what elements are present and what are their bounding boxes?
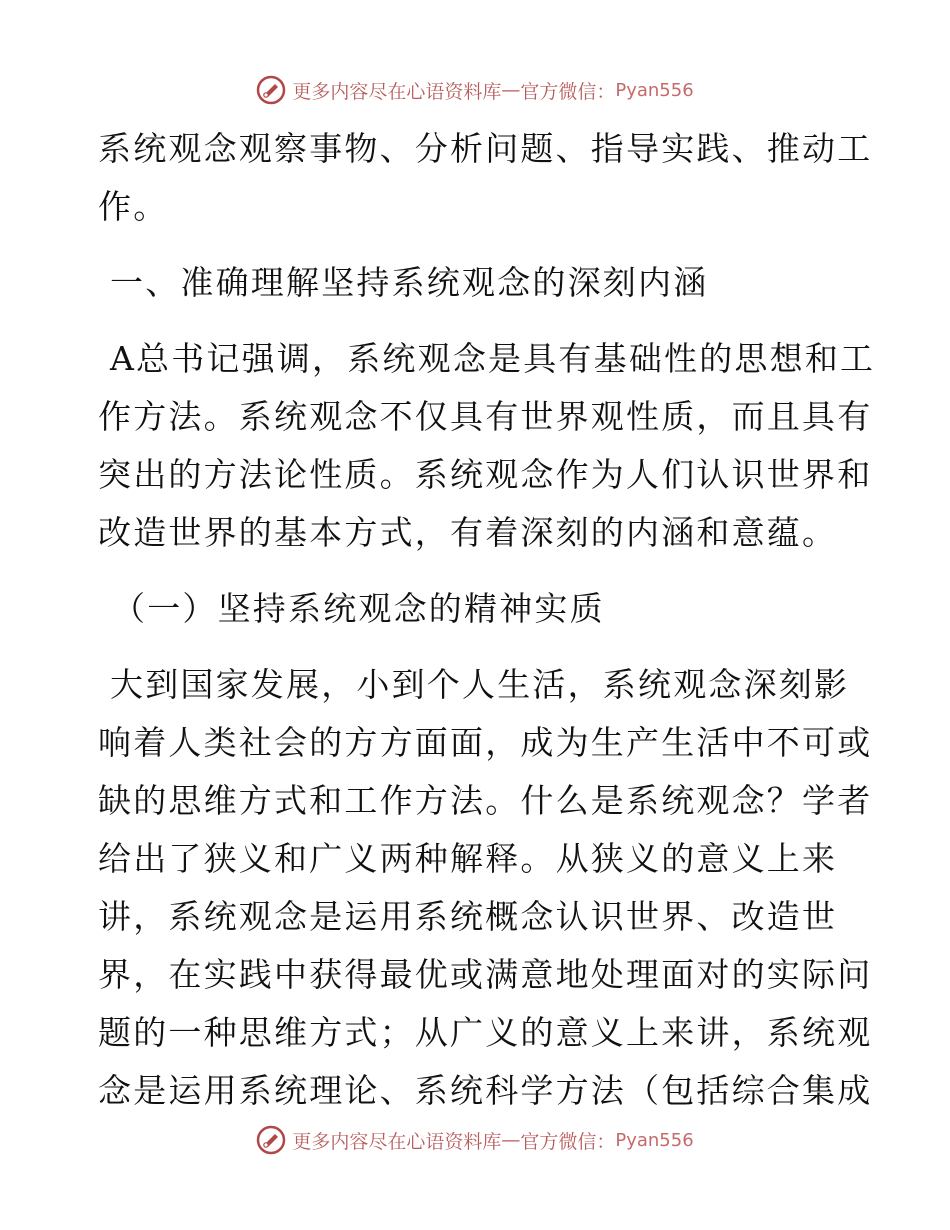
text-line: 大到国家发展，小到个人生活，系统观念深刻影 — [110, 665, 850, 704]
footer-watermark — [0, 1120, 950, 1160]
text-line: 响着人类社会的方方面面，成为生产生活中不可或 — [98, 723, 873, 762]
text-line: 给出了狭义和广义两种解释。从狭义的意义上来 — [98, 839, 838, 878]
text-line: 作方法。系统观念不仅具有世界观性质，而且具有 — [98, 397, 873, 436]
brand-logo-icon — [256, 75, 286, 105]
text-line: 题的一种思维方式；从广义的意义上来讲，系统观 — [98, 1013, 873, 1052]
header-watermark — [0, 70, 950, 110]
watermark-wechat-id: Pyan556 — [615, 1129, 694, 1151]
text-line: 念是运用系统理论、系统科学方法（包括综合集成 — [98, 1071, 873, 1110]
section-heading: 一、准确理解坚持系统观念的深刻内涵 — [110, 263, 709, 302]
text-line: 突出的方法论性质。系统观念作为人们认识世界和 — [98, 455, 873, 494]
watermark-separator: — — [501, 79, 521, 101]
watermark-wechat-label: 官方微信： — [520, 1130, 616, 1153]
text-line: 作。 — [98, 187, 169, 226]
watermark-separator: — — [501, 1129, 521, 1151]
watermark-wechat-label: 官方微信： — [520, 80, 616, 103]
text-line: 讲，系统观念是运用系统概念认识世界、改造世 — [98, 897, 838, 936]
text-line: 系统观念观察事物、分析问题、指导实践、推动工 — [98, 129, 873, 168]
paragraph-emphasis — [98, 330, 876, 562]
paragraph-essence — [98, 656, 873, 1120]
text-line: 界，在实践中获得最优或满意地处理面对的实际问 — [98, 955, 873, 994]
text-line: A总书记强调，系统观念是具有基础性的思想和工 — [110, 339, 876, 378]
watermark-wechat-id: Pyan556 — [615, 79, 694, 101]
text-line: 缺的思维方式和工作方法。什么是系统观念？学者 — [98, 781, 873, 820]
watermark-brand: 更多内容尽在心语资料库 — [292, 1130, 502, 1153]
watermark-brand: 更多内容尽在心语资料库 — [292, 80, 502, 103]
brand-logo-icon — [256, 1125, 286, 1155]
subsection-heading: （一）坚持系统观念的精神实质 — [112, 589, 605, 628]
document-body — [98, 120, 876, 1120]
text-line: 改造世界的基本方式，有着深刻的内涵和意蕴。 — [98, 513, 838, 552]
paragraph-intro — [98, 120, 873, 236]
